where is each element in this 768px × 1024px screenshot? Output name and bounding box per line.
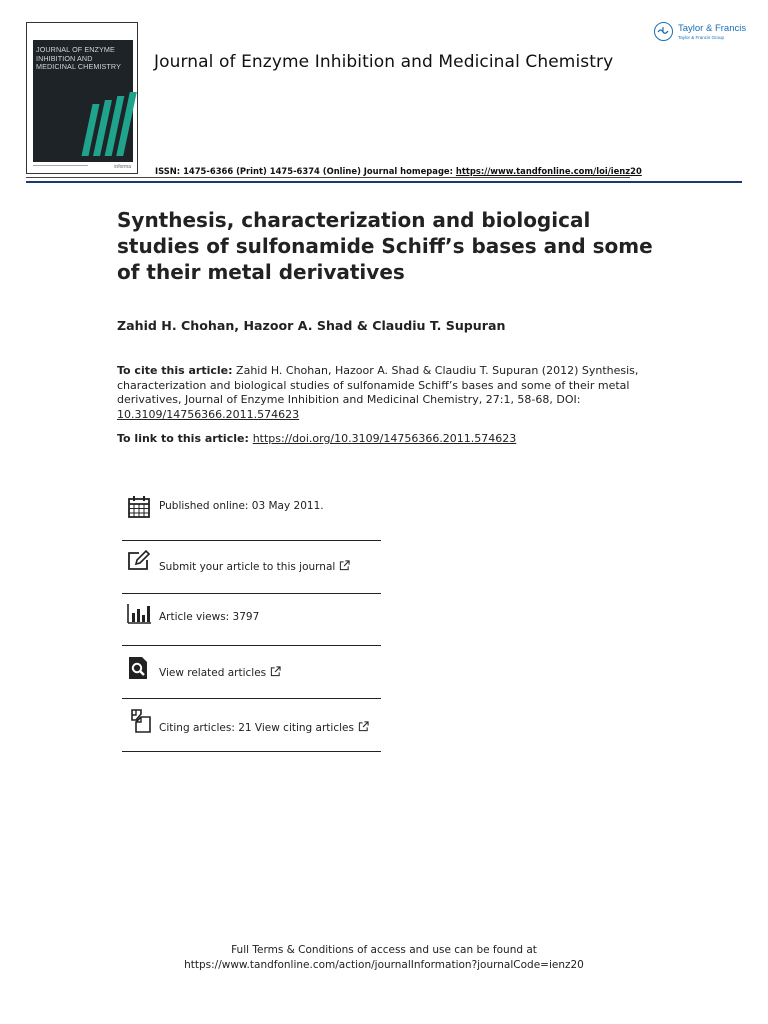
cite-doi-link[interactable]: 10.3109/14756366.2011.574623 bbox=[117, 407, 300, 421]
tf-logo-name: Taylor & Francis bbox=[678, 23, 747, 34]
citing-articles-row[interactable] bbox=[122, 699, 381, 752]
taylor-francis-logo[interactable] bbox=[654, 22, 746, 46]
cover-title: JOURNAL OF ENZYME INHIBITION AND MEDICINAL CHEMISTRY bbox=[36, 45, 121, 72]
submit-article-label: Submit your article to this journal bbox=[159, 561, 336, 573]
header-divider-thick bbox=[26, 181, 742, 183]
link-label: To link to this article: bbox=[117, 432, 253, 445]
cite-text: Zahid H. Chohan, Hazoor A. Shad & Claudiu T. Supuran (2012) Synthesis, characterization and biological studies of sulfonamide Schiff’s bases and some of their metal derivatives, Journal of Enzyme Inhibition and Medicinal Chemistry, 27:1, 58-68, DOI: bbox=[117, 364, 639, 406]
issn-line bbox=[155, 166, 642, 176]
external-link-icon bbox=[339, 560, 350, 571]
terms-footer bbox=[0, 943, 768, 972]
bar-chart-icon bbox=[127, 602, 151, 626]
article-title: Synthesis, characterization and biological studies of sulfonamide Schiff’s bases and some of their metal derivatives bbox=[117, 208, 653, 284]
issn-text: ISSN: 1475-6366 (Print) 1475-6374 (Online) Journal homepage: bbox=[155, 166, 456, 176]
citation-block bbox=[117, 364, 642, 422]
article-link-line bbox=[117, 432, 516, 445]
cover-publisher-label: informa bbox=[114, 164, 131, 170]
related-articles-label: View related articles bbox=[159, 667, 267, 679]
cover-artwork bbox=[33, 40, 133, 162]
citing-articles-text[interactable] bbox=[159, 721, 369, 734]
tf-logo-subtitle: Taylor & Francis Group bbox=[678, 35, 725, 40]
submit-article-row[interactable] bbox=[122, 541, 381, 594]
related-articles-text[interactable] bbox=[159, 666, 281, 679]
journal-cover-image bbox=[26, 22, 138, 174]
header-divider-thin bbox=[26, 177, 630, 178]
search-document-icon bbox=[127, 656, 151, 680]
cite-label: To cite this article: bbox=[117, 364, 233, 377]
terms-footer-link[interactable]: https://www.tandfonline.com/action/journalInformation?journalCode=ienz20 bbox=[184, 958, 584, 971]
citing-articles-label: Citing articles: 21 View citing articles bbox=[159, 722, 354, 734]
external-link-icon bbox=[270, 666, 281, 677]
journal-title[interactable]: Journal of Enzyme Inhibition and Medicinal Chemistry bbox=[154, 52, 614, 72]
published-online-row bbox=[122, 489, 381, 541]
article-views-text: Article views: 3797 bbox=[159, 611, 260, 623]
terms-footer-line1: Full Terms & Conditions of access and use can be found at bbox=[231, 944, 537, 956]
edit-icon bbox=[127, 549, 151, 573]
copy-documents-icon bbox=[127, 709, 151, 733]
external-link-icon bbox=[358, 721, 369, 732]
journal-homepage-link[interactable]: https://www.tandfonline.com/loi/ienz20 bbox=[455, 166, 642, 176]
article-doi-link[interactable]: https://doi.org/10.3109/14756366.2011.574623 bbox=[252, 432, 517, 445]
published-online-text: Published online: 03 May 2011. bbox=[159, 500, 324, 512]
article-views-row bbox=[122, 594, 381, 646]
related-articles-row[interactable] bbox=[122, 646, 381, 699]
article-info-list bbox=[122, 489, 381, 752]
article-authors[interactable]: Zahid H. Chohan, Hazoor A. Shad & Claudiu T. Supuran bbox=[117, 318, 506, 333]
calendar-icon bbox=[127, 495, 151, 519]
submit-article-text[interactable] bbox=[159, 560, 350, 573]
tf-logo-icon bbox=[654, 22, 673, 41]
